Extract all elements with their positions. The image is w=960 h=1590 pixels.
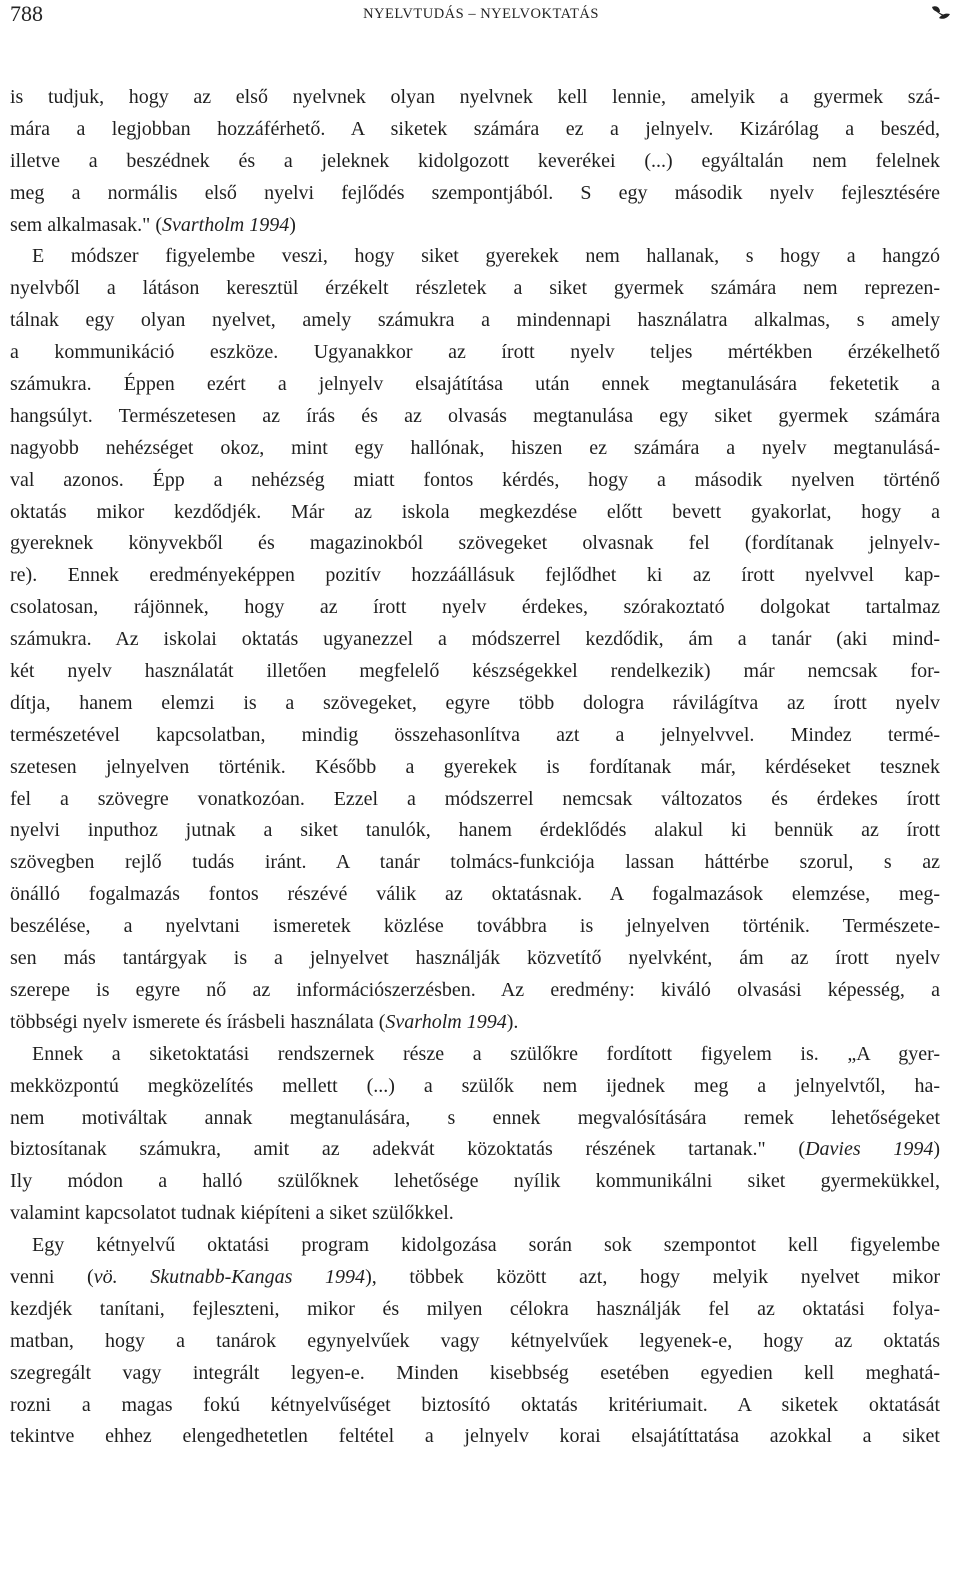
- text-line: csolatosan, rájönnek, hogy az írott nyelv érdekes, szórakoztató dolgokat tartalmaz: [10, 596, 940, 619]
- text-line: önálló fogalmazás fontos részévé válik az oktatásnak. A fogalmazások elemzése, meg-: [10, 883, 940, 906]
- text-line: hangsúlyt. Természetesen az írás és az olvasás megtanulása egy siket gyermek számára: [10, 404, 940, 427]
- citation: Svarholm 1994: [385, 1010, 507, 1033]
- text-line: mekközpontú megközelítés mellett (...) a szülők nem ijednek meg a jelnyelvtől, ha-: [10, 1074, 940, 1097]
- text-line: is tudjuk, hogy az első nyelvnek olyan nyelvnek kell lennie, amelyik a gyermek szá-: [10, 86, 940, 108]
- text-line: rozni a magas fokú kétnyelvűséget biztosító oktatás kritériumait. A siketek oktatását: [10, 1393, 940, 1416]
- text-line-with-citation: venni (vö. Skutnabb-Kangas 1994), többek között azt, hogy melyik nyelvet mikor: [10, 1265, 940, 1288]
- citation: Davies 1994: [805, 1138, 934, 1161]
- text-line: Ily módon a halló szülőknek lehetősége nyílik kommunikálni siket gyermekükkel,: [10, 1170, 940, 1193]
- text-line: számukra. Az iskolai oktatás ugyanezzel a módszerrel kezdődik, ám a tanár (aki mind-: [10, 628, 940, 651]
- citation: Svartholm 1994: [162, 213, 290, 236]
- text-line: mára a legjobban hozzáférhető. A siketek számára ez a jelnyelv. Kizárólag a beszéd,: [10, 117, 940, 140]
- text-line: dítja, hanem elemzi is a szövegeket, egyre több dologra rávilágítva az írott nyelv: [10, 691, 940, 714]
- running-head: NYELVTUDÁS – NYELVOKTATÁS: [363, 6, 599, 22]
- text-line: tekintve ehhez elengedhetetlen feltétel a jelnyelv korai elsajátíttatása azokkal a siket: [10, 1425, 940, 1448]
- text-line: nyelvből a látáson keresztül érzékelt részletek a siket gyermek számára nem reprezen-: [10, 277, 940, 300]
- text-line: nem motiváltak annak megtanulására, s ennek megvalósítására remek lehetőségeket: [10, 1106, 940, 1129]
- citation: vö. Skutnabb-Kangas 1994: [93, 1265, 366, 1288]
- text-line: szövegben rejlő tudás iránt. A tanár tolmács-funkciója lassan háttérbe szorul, s az: [10, 851, 940, 874]
- text-line: meg a normális első nyelvi fejlődés szempontjából. S egy második nyelv fejlesztésére: [10, 181, 940, 204]
- leaf-ornament-icon: [930, 4, 952, 22]
- paragraph-start-line: Ennek a siketoktatási rendszernek része a szülőkre fordított figyelem is. „A gyer-: [32, 1042, 940, 1065]
- text-line-with-citation: sem alkalmasak." (Svartholm 1994): [10, 213, 296, 236]
- text-line: nyelvi inputhoz jutnak a siket tanulók, hanem érdeklődés alakul ki bennük az írott: [10, 819, 940, 842]
- body-text: [10, 82, 940, 1453]
- text-line: fel a szövegre vonatkozóan. Ezzel a módszerrel nemcsak változatos és érdekes írott: [10, 787, 940, 810]
- text-line: szerepe is egyre nő az információszerzésben. Az eredmény: kiváló olvasási képesség, a: [10, 978, 940, 1001]
- text-line: matban, hogy a tanárok egynyelvűek vagy kétnyelvűek legyenek-e, hogy az oktatás: [10, 1329, 940, 1352]
- page-header: [10, 0, 952, 30]
- text-line: sen más tantárgyak is a jelnyelvet használják közvetítő nyelvként, ám az írott nyelv: [10, 947, 940, 970]
- text-line: nagyobb nehézséget okoz, mint egy hallónak, hiszen ez számára a nyelv megtanulásá-: [10, 436, 940, 459]
- paragraph-start-line: Egy kétnyelvű oktatási program kidolgozása során sok szempontot kell figyelembe: [32, 1234, 940, 1257]
- text-line: beszélése, a nyelvtani ismeretek közlése továbbra is jelnyelven történik. Természete-: [10, 915, 940, 938]
- text-line: két nyelv használatát illetően megfelelő készségekkel rendelkezik) már nemcsak for-: [10, 660, 940, 683]
- text-line: kezdjék tanítani, fejleszteni, mikor és milyen célokra használják fel az oktatási folya-: [10, 1297, 940, 1320]
- paragraph-start-line: E módszer figyelembe veszi, hogy siket gyerekek nem hallanak, s hogy a hangzó: [32, 245, 940, 268]
- text-line: re). Ennek eredményeképpen pozitív hozzáállásuk fejlődhet ki az írott nyelvvel kap-: [10, 564, 940, 587]
- text-line: illetve a beszédnek és a jeleknek kidolgozott keverékei (...) egyáltalán nem felelnek: [10, 149, 940, 172]
- text-line: gyereknek könyvekből és magazinokból szövegeket olvasnak fel (fordítanak jelnyelv-: [10, 532, 940, 555]
- text-line: val azonos. Épp a nehézség miatt fontos kérdés, hogy a második nyelven történő: [10, 468, 940, 491]
- text-line: oktatás mikor kezdődjék. Már az iskola megkezdése előtt bevett gyakorlat, hogy a: [10, 500, 940, 523]
- text-line: számukra. Éppen ezért a jelnyelv elsajátítása után ennek megtanulására feketetik a: [10, 373, 940, 396]
- text-line: szegregált vagy integrált legyen-e. Minden kisebbség esetében egyedien kell meghatá-: [10, 1361, 940, 1384]
- text-line: tálnak egy olyan nyelvet, amely számukra a mindennapi használatra alkalmas, s amely: [10, 309, 940, 332]
- text-line: a kommunikáció eszköze. Ugyanakkor az írott nyelv teljes mértékben érzékelhető: [10, 341, 940, 364]
- text-line: valamint kapcsolatot tudnak kiépíteni a siket szülőkkel.: [10, 1202, 454, 1225]
- text-line: természetével kapcsolatban, mindig összehasonlítva azt a jelnyelvvel. Mindez termé-: [10, 723, 940, 746]
- text-line-with-citation: többségi nyelv ismerete és írásbeli használata (Svarholm 1994).: [10, 1010, 519, 1033]
- page-number: 788: [10, 1, 43, 26]
- text-line: szetesen jelnyelven történik. Később a gyerekek is fordítanak már, kérdéseket tesznek: [10, 755, 940, 778]
- text-line-with-citation: biztosítanak számukra, amit az adekvát közoktatás részének tartanak." (Davies 1994): [10, 1138, 940, 1161]
